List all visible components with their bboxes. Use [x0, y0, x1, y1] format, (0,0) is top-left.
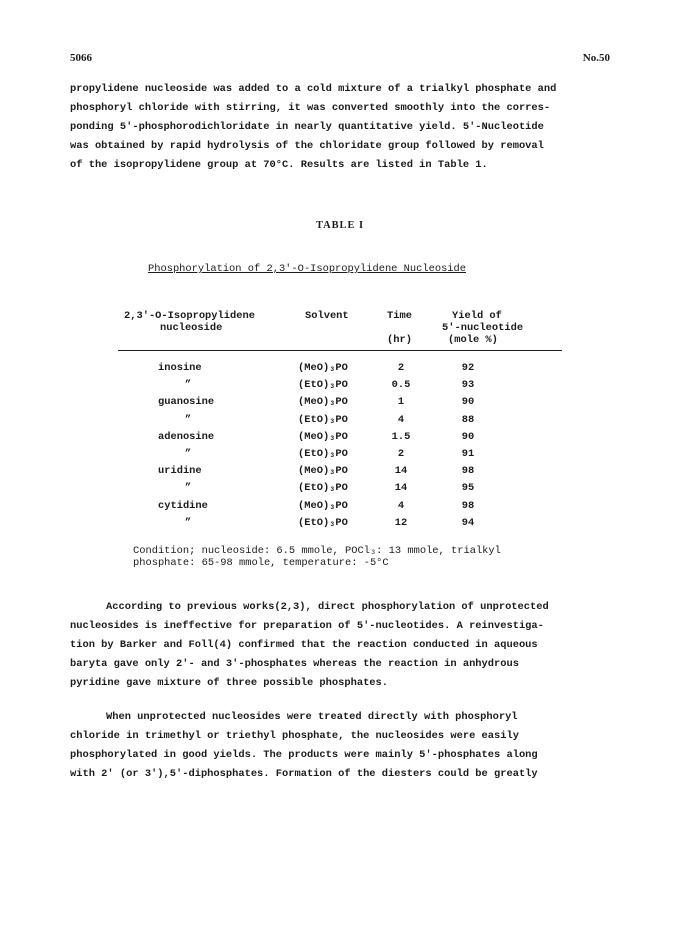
solvent-cell: (MeO)₃PO — [298, 396, 348, 409]
text-line: was obtained by rapid hydrolysis of the chloridate group followed by removal — [70, 140, 544, 152]
time-cell: 14 — [394, 465, 408, 478]
solvent-cell: (MeO)₃PO — [298, 362, 348, 374]
issue-number: No.50 — [582, 52, 610, 64]
yield-cell: 92 — [461, 362, 475, 374]
time-cell: 1 — [397, 396, 405, 409]
solvent-cell: (EtO)₃PO — [298, 482, 348, 495]
table-rule — [118, 350, 562, 351]
solvent-cell: (MeO)₃PO — [298, 430, 348, 443]
ditto-mark: ” — [184, 448, 192, 460]
paragraph-intro — [70, 80, 618, 175]
text-line: phosphorylated in good yields. The products were mainly 5'-phosphates along — [70, 749, 538, 761]
time-cell: 2 — [397, 448, 405, 460]
column-header-yield — [436, 310, 523, 346]
solvent-cell: (MeO)₃PO — [298, 465, 348, 478]
text-line: of the isopropylidene group at 70°C. Results are listed in Table 1. — [70, 159, 488, 171]
time-cell: 4 — [397, 413, 405, 426]
page-number: 5066 — [70, 52, 92, 64]
paragraph-previous-works — [70, 598, 618, 693]
yield-cell: 98 — [461, 465, 475, 478]
solvent-cell: (EtO)₃PO — [298, 516, 348, 529]
time-cell: 2 — [397, 362, 405, 374]
header-line: Time — [387, 310, 412, 322]
time-cell: 1.5 — [391, 430, 411, 443]
paragraph-results — [70, 708, 618, 784]
ditto-mark: ” — [184, 413, 192, 426]
ditto-mark: ” — [184, 516, 192, 529]
column-header-time — [387, 310, 412, 346]
header-line: nucleoside — [160, 322, 223, 334]
yield-cell: 93 — [461, 379, 475, 392]
text-line: with 2' (or 3'),5'-diphosphates. Formation of the diesters could be greatly — [70, 768, 538, 780]
text-line: tion by Barker and Foll(4) confirmed that the reaction conducted in aqueous — [70, 639, 538, 651]
header-line: 5'-nucleotide — [442, 322, 524, 334]
column-header-solvent: Solvent — [305, 310, 349, 322]
solvent-cell: (EtO)₃PO — [298, 413, 348, 426]
nucleoside-cell: cytidine — [158, 499, 208, 512]
time-cell: 4 — [397, 499, 405, 512]
table-heading: TABLE I — [315, 220, 365, 231]
yield-cell: 95 — [461, 482, 475, 495]
text-line: chloride in trimethyl or triethyl phosphate, the nucleosides were easily — [70, 730, 519, 742]
condition-line: Condition; nucleoside: 6.5 mmole, POCl₃: 13 mmole, trialkyl — [133, 545, 501, 557]
text-line: propylidene nucleoside was added to a cold mixture of a trialkyl phosphate and — [70, 83, 557, 95]
text-line: When unprotected nucleosides were treated directly with phosphoryl — [106, 711, 518, 723]
condition-line: phosphate: 65-98 mmole, temperature: -5°C — [133, 557, 389, 569]
header-line: (hr) — [387, 334, 412, 346]
nucleoside-cell: adenosine — [158, 430, 215, 443]
yield-cell: 94 — [461, 516, 475, 529]
solvent-cell: (EtO)₃PO — [298, 379, 348, 392]
ditto-mark: ” — [184, 379, 192, 392]
header-line: (mole %) — [448, 334, 498, 346]
nucleoside-cell: uridine — [158, 465, 202, 478]
header-line: 2,3'-O-Isopropylidene — [124, 310, 255, 322]
time-cell: 0.5 — [391, 379, 411, 392]
text-line: baryta gave only 2'- and 3'-phosphates whereas the reaction in anhydrous — [70, 658, 519, 670]
nucleoside-cell: guanosine — [158, 396, 215, 409]
nucleoside-cell: inosine — [158, 362, 202, 374]
ditto-mark: ” — [184, 482, 192, 495]
text-line: According to previous works(2,3), direct phosphorylation of unprotected — [106, 601, 549, 613]
yield-cell: 90 — [461, 430, 475, 443]
table-condition-note — [133, 545, 501, 569]
header-line: Yield of — [452, 310, 502, 322]
table-caption: Phosphorylation of 2,3'-O-Isopropylidene Nucleoside — [148, 263, 467, 275]
yield-cell: 88 — [461, 413, 475, 426]
solvent-cell: (MeO)₃PO — [298, 499, 348, 512]
column-header-nucleoside — [124, 310, 255, 334]
text-line: phosphoryl chloride with stirring, it was converted smoothly into the corres- — [70, 102, 551, 114]
text-line: ponding 5'-phosphorodichloridate in nearly quantitative yield. 5'-Nucleotide — [70, 121, 544, 133]
yield-cell: 98 — [461, 499, 475, 512]
yield-cell: 91 — [461, 448, 475, 460]
yield-cell: 90 — [461, 396, 475, 409]
time-cell: 14 — [394, 482, 408, 495]
time-cell: 12 — [394, 516, 408, 529]
text-line: pyridine gave mixture of three possible phosphates. — [70, 677, 389, 689]
text-line: nucleosides is ineffective for preparation of 5'-nucleotides. A reinvestiga- — [70, 620, 544, 632]
solvent-cell: (EtO)₃PO — [298, 448, 348, 460]
